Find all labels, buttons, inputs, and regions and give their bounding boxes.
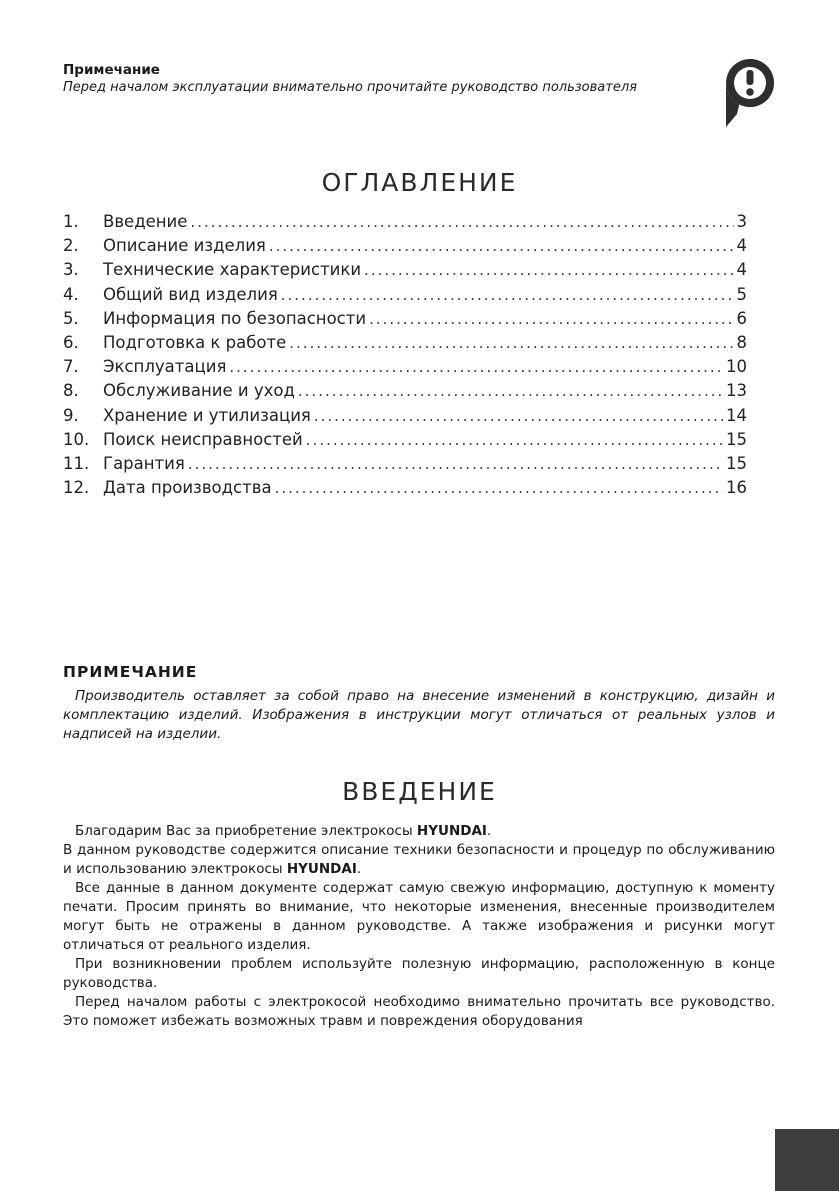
toc-item-page: 6 (736, 308, 747, 328)
toc-item-page: 13 (726, 381, 747, 401)
toc-item[interactable] (63, 404, 747, 428)
toc-item-number: 7. (63, 357, 79, 377)
toc-item-page: 15 (726, 429, 747, 449)
toc-item-page: 4 (736, 260, 747, 280)
intro-paragraph-5: Перед началом работы с электрокосой необходимо внимательно прочитать все руководство. Это поможет избежать возможных травм и повреждения оборудования (63, 994, 775, 1029)
toc-item-page: 5 (736, 284, 747, 304)
toc-item[interactable] (63, 476, 747, 500)
toc-leader-dots (188, 452, 723, 476)
toc-leader-dots (269, 234, 734, 258)
toc-leader-dots (229, 355, 723, 379)
toc-leader-dots (314, 404, 723, 428)
toc-item-label: Введение (103, 212, 188, 231)
toc-item-number: 6. (63, 332, 79, 352)
brand-name: HYUNDAI (286, 861, 357, 877)
toc-leader-dots (298, 379, 723, 403)
toc-item-label: Обслуживание и уход (103, 381, 295, 401)
toc-item[interactable] (63, 428, 747, 452)
toc-item-number: 3. (63, 260, 79, 280)
toc-item-number: 2. (63, 236, 79, 256)
intro-paragraph-2: В данном руководстве содержится описание техники безопасности и процедур по обслуживанию и использованию электрокосы HYUNDAI. (63, 842, 775, 877)
top-note (63, 62, 703, 96)
disclaimer-note (63, 661, 775, 744)
toc-item-label: Общий вид изделия (103, 284, 278, 304)
toc-item-page: 15 (726, 453, 747, 473)
toc-item-number: 9. (63, 405, 79, 425)
disclaimer-text: Производитель оставляет за собой право на внесение изменений в конструкцию, дизайн и комплектацию изделий. Изображения в инструкции могут отличаться от реальных узлов и надписей на изделии. (63, 688, 775, 742)
toc-leader-dots (364, 258, 733, 282)
toc-leader-dots (369, 307, 733, 331)
toc-item-number: 4. (63, 284, 79, 304)
toc-item[interactable] (63, 210, 747, 234)
toc-item-label: Технические характеристики (103, 260, 362, 280)
toc-item-page: 4 (736, 236, 747, 256)
disclaimer-title: ПРИМЕЧАНИЕ (63, 663, 198, 681)
intro-paragraph-1: Благодарим Вас за приобретение электрокосы HYUNDAI. (75, 823, 492, 839)
toc-item-number: 10. (63, 429, 90, 449)
top-note-title: Примечание (63, 62, 160, 78)
intro-section (63, 822, 775, 1031)
toc-title: ОГЛАВЛЕНИЕ (321, 168, 518, 197)
toc-item-number: 8. (63, 381, 79, 401)
toc-item-label: Хранение и утилизация (103, 405, 311, 425)
toc-item[interactable] (63, 234, 747, 258)
toc-item-label: Гарантия (103, 453, 185, 473)
intro-paragraph-3: Все данные в данном документе содержат самую свежую информацию, доступную к моменту печати. Просим принять во внимание, что некоторые изменения, внесенные производителем могут быть не отражены в данном руководстве. А также изображения и рисунки могут отличаться от реального изделия. (63, 880, 775, 953)
toc-item-label: Поиск неисправностей (103, 429, 303, 449)
page-corner-tab (775, 1129, 839, 1191)
toc-item-label: Дата производства (103, 478, 272, 498)
toc-item-label: Подготовка к работе (103, 332, 287, 352)
toc-item-page: 3 (736, 212, 747, 231)
toc-item[interactable] (63, 307, 747, 331)
toc-item-label: Информация по безопасности (103, 308, 367, 328)
toc-item[interactable] (63, 258, 747, 282)
toc-item[interactable] (63, 331, 747, 355)
exclamation-pin-icon (724, 57, 776, 129)
table-of-contents (63, 210, 747, 500)
top-note-text: Перед началом эксплуатации внимательно прочитайте руководство пользователя (63, 80, 637, 95)
toc-item-page: 14 (726, 405, 747, 425)
toc-item-label: Описание изделия (103, 236, 266, 256)
toc-leader-dots (275, 476, 723, 500)
toc-leader-dots (190, 210, 733, 234)
toc-item-page: 16 (726, 478, 747, 498)
toc-item-number: 5. (63, 308, 79, 328)
intro-title: ВВЕДЕНИЕ (342, 777, 497, 806)
toc-leader-dots (289, 331, 733, 355)
toc-item[interactable] (63, 355, 747, 379)
intro-paragraph-4: При возникновении проблем используйте полезную информацию, расположенную в конце руководства. (63, 956, 775, 991)
toc-item[interactable] (63, 283, 747, 307)
toc-item[interactable] (63, 379, 747, 403)
toc-item-page: 10 (726, 357, 747, 377)
toc-item-label: Эксплуатация (103, 357, 227, 377)
brand-name: HYUNDAI (416, 823, 487, 839)
toc-item-number: 12. (63, 478, 90, 498)
toc-item-number: 1. (63, 212, 79, 231)
toc-item-page: 8 (736, 332, 747, 352)
toc-item[interactable] (63, 452, 747, 476)
toc-leader-dots (281, 283, 734, 307)
toc-item-number: 11. (63, 453, 90, 473)
toc-leader-dots (306, 428, 723, 452)
